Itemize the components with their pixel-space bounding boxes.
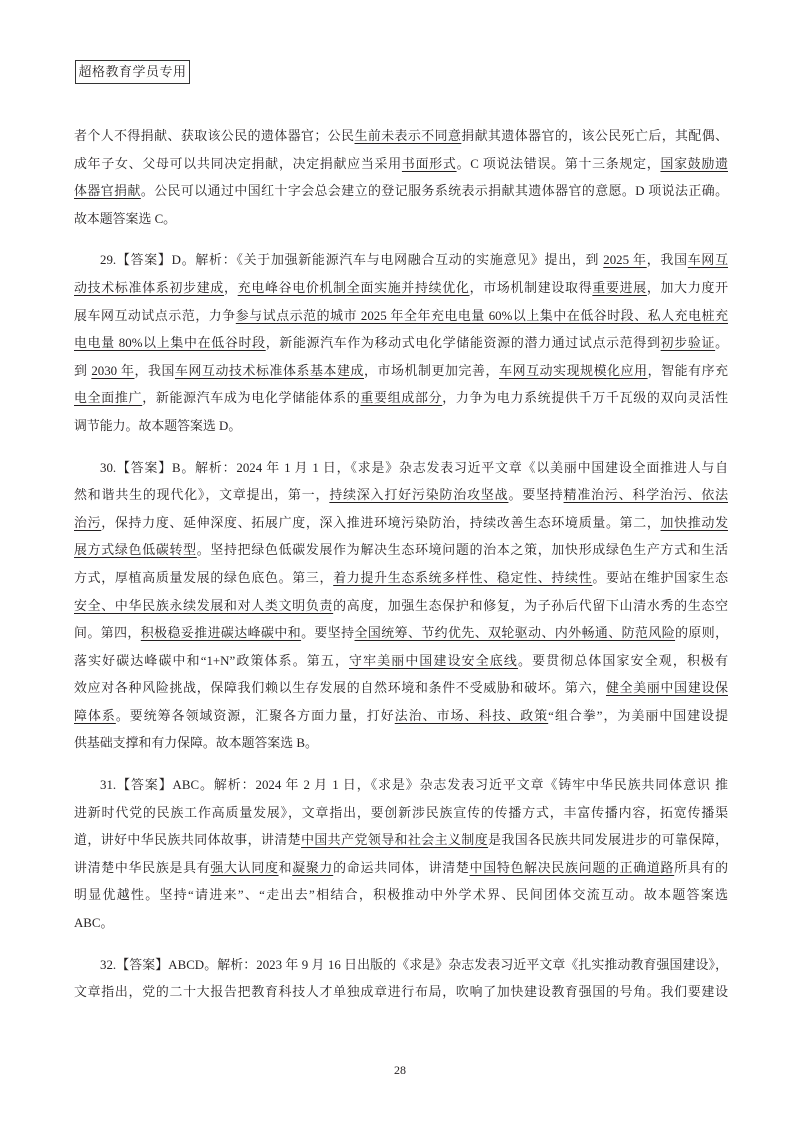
text-line [74, 330, 728, 358]
text-line [74, 413, 728, 441]
underlined-key-phrase: 重要组成部分 [360, 391, 443, 406]
underlined-key-phrase: 着力提升生态系统多样性、稳定性、持续性 [333, 570, 593, 585]
text-segment: 。坚持把绿色低碳发展作为解决生态环境问题的治本之策，加快形成绿色生产方式和生活 [196, 543, 728, 558]
text-segment: 。 [715, 336, 728, 351]
text-segment: ，我国 [134, 363, 175, 378]
text-segment: 。要统筹各领域资源，汇聚各方面力量，打好 [115, 708, 395, 723]
underlined-key-phrase: 车网互动技术标准体系基本建成 [174, 363, 365, 378]
text-line [74, 482, 728, 510]
text-line [74, 675, 728, 703]
text-segment: 供基础支撑和有力保障。故本题答案选 B。 [74, 736, 318, 751]
text-segment: ，智能有序充 [647, 363, 728, 378]
text-segment: 进新时代党的民族工作高质量发展》，文章指出，要创新涉民族宣传的传播方式，丰富传播内容，拓宽传播渠 [74, 805, 728, 820]
text-line [74, 565, 728, 593]
text-segment: 间。第四， [74, 626, 141, 641]
underlined-key-phrase: 生前未表示不同意 [354, 129, 462, 143]
underlined-key-phrase: 健全美丽中国建设保 [605, 681, 728, 696]
text-segment: 调节能力。故本题答案选 D。 [74, 418, 242, 433]
text-segment: ， [224, 280, 238, 295]
underlined-key-phrase: 体器官捐献 [74, 184, 141, 199]
text-segment: 。要坚持 [508, 488, 564, 503]
text-line [74, 620, 728, 648]
text-line [74, 648, 728, 676]
text-segment: ，新能源汽车作为移动式电化学储能资源的潜力通过试点示范得到 [265, 336, 661, 351]
underlined-key-phrase: 参与试点示范的城市 2025 年全年充电电量 60%以上集中在低谷时段、私人充电桩充 [235, 308, 728, 323]
text-segment: 展车网互动试点示范，力争 [74, 308, 236, 323]
text-segment: 故本题答案选 C。 [74, 211, 177, 226]
underlined-key-phrase: 中国特色解决民族问题的正确道路 [469, 860, 675, 875]
underlined-key-phrase: 车网互 [687, 253, 728, 268]
text-segment: 方式，厚植高质量发展的绿色底色。第三， [74, 570, 334, 585]
underlined-key-phrase: 凝聚力 [292, 860, 334, 875]
text-line [74, 593, 728, 621]
text-line [74, 275, 728, 303]
text-segment: 捐献其遗体器官的，该公民死亡后，其配偶、 [461, 129, 728, 143]
text-line [74, 247, 728, 275]
text-segment: ABC。 [74, 916, 114, 931]
text-segment: 者个人不得捐献、获取该公民的遗体器官；公民 [74, 129, 355, 143]
text-segment: 29.【答案】D。解析：《关于加强新能源汽车与电网融合互动的实施意见》提出，到 [100, 253, 604, 268]
underlined-key-phrase: 中国共产党领导和社会主义制度 [301, 833, 489, 848]
underlined-key-phrase: 全国统筹、节约优先、双轮驱动、内外畅通、防范风险 [354, 626, 676, 641]
underlined-key-phrase: 电电量 80%以上集中在低谷时段 [74, 336, 266, 351]
text-line [74, 358, 728, 386]
underlined-key-phrase: 电全面推广 [74, 391, 143, 406]
text-segment: “组合拳”，为美丽中国建设提 [548, 708, 728, 723]
text-line [74, 537, 728, 565]
text-segment: 道，讲好中华民族共同体故事，讲清楚 [74, 833, 302, 848]
answer-paragraph [74, 952, 728, 1007]
text-segment: ，加大力度开 [646, 280, 728, 295]
watermark-header-label: 超格教育学员专用 [75, 60, 190, 84]
text-line [74, 772, 728, 800]
underlined-key-phrase: 初步验证 [660, 336, 716, 351]
text-line [74, 827, 728, 855]
underlined-key-phrase: 持续深入打好污染防治攻坚战 [329, 488, 509, 503]
text-line [74, 703, 728, 731]
text-line [74, 303, 728, 331]
text-line [74, 910, 728, 938]
text-line [74, 151, 728, 179]
underlined-key-phrase: 国家鼓励遗 [660, 156, 728, 171]
text-line [74, 385, 728, 413]
text-segment: 讲清楚中华民族是具有 [74, 860, 211, 875]
text-segment: 的原则， [675, 626, 728, 641]
text-segment: 成年子女、父母可以共同决定捐献，决定捐献应当采用 [74, 156, 402, 171]
text-segment: 30.【答案】B。解析：2024 年 1 月 1 日，《求是》杂志发表习近平文章《以美丽中国建设全面推进人与自 [100, 460, 728, 475]
text-line [74, 979, 728, 1007]
underlined-key-phrase: 加快推动发 [660, 515, 728, 530]
text-segment: 然和谐共生的现代化》，文章提出，第一， [74, 488, 330, 503]
underlined-key-phrase: 障体系 [74, 708, 116, 723]
text-line [74, 123, 728, 151]
answer-paragraph [74, 455, 728, 759]
underlined-key-phrase: 重要进展 [592, 280, 647, 295]
text-segment: 明显优越性。坚持“请进来”、“走出去”相结合，积极推动中外学术界、民间团体交流互动。故本题答案选 [74, 888, 728, 903]
underlined-key-phrase: 书面形式 [401, 156, 457, 171]
underlined-key-phrase: 展方式绿色低碳转型 [74, 543, 197, 558]
text-segment: 效应对各种风险挑战，保障我们赖以生存发展的自然环境和条件不受威胁和破坏。第六， [74, 681, 606, 696]
text-segment: 。要贯彻总体国家安全观，积极有 [518, 653, 728, 668]
text-line [74, 855, 728, 883]
underlined-key-phrase: 2030 年 [91, 363, 135, 378]
text-line [74, 952, 728, 980]
text-segment: 和 [278, 860, 293, 875]
answer-explanations-body [74, 123, 728, 1021]
answer-paragraph [74, 772, 728, 938]
text-segment: ，市场机制更加完善， [364, 363, 500, 378]
text-line [74, 882, 728, 910]
underlined-key-phrase: 守牢美丽中国建设安全底线 [349, 653, 518, 668]
text-segment: 所具有的 [674, 860, 728, 875]
text-segment: 是我国各民族共同发展进步的可靠保障， [488, 833, 728, 848]
text-segment: ，我国 [646, 253, 688, 268]
text-line [74, 730, 728, 758]
text-line [74, 800, 728, 828]
underlined-key-phrase: 积极稳妥推进碳达峰碳中和 [140, 626, 302, 641]
text-segment: 。要坚持 [301, 626, 355, 641]
text-line [74, 206, 728, 234]
underlined-key-phrase: 精准治污、科学治污、依法 [563, 488, 728, 503]
text-segment: 。公民可以通过中国红十字会总会建立的登记服务系统表示捐献其遗体器官的意愿。D 项说法正确。 [140, 184, 728, 199]
text-segment: 到 [74, 363, 92, 378]
underlined-key-phrase: 2025 年 [603, 253, 647, 268]
answer-paragraph [74, 247, 728, 440]
answer-paragraph [74, 123, 728, 233]
text-line [74, 510, 728, 538]
underlined-key-phrase: 强大认同度 [210, 860, 279, 875]
text-segment: ，力争为电力系统提供千万千瓦级的双向灵活性 [442, 391, 728, 406]
text-segment: ，新能源汽车成为电化学储能体系的 [142, 391, 361, 406]
text-segment: 的命运共同体，讲清楚 [333, 860, 470, 875]
text-segment: ，市场机制建设取得 [469, 280, 593, 295]
underlined-key-phrase: 充电峰谷电价机制全面实施并持续优化 [237, 280, 470, 295]
underlined-key-phrase: 动技术标准体系初步建成 [74, 280, 225, 295]
text-line [74, 455, 728, 483]
underlined-key-phrase: 法治、市场、科技、政策 [394, 708, 549, 723]
text-segment: 文章指出，党的二十大报告把教育科技人才单独成章进行布局，吹响了加快建设教育强国的号角。我们要建设 [74, 985, 728, 1000]
text-segment: 32.【答案】ABCD。解析：2023 年 9 月 16 日出版的《求是》杂志发表习近平文章《扎实推动教育强国建设》， [100, 957, 728, 972]
text-segment: 的高度，加强生态保护和修复，为子孙后代留下山清水秀的生态空 [333, 598, 728, 613]
text-segment: 。C 项说法错误。第十三条规定， [456, 156, 661, 171]
page-number: 28 [394, 1063, 406, 1077]
text-segment: 。要站在维护国家生态 [592, 570, 728, 585]
text-line [74, 178, 728, 206]
text-segment: ，保持力度、延伸深度、拓展广度，深入推进环境污染防治，持续改善生态环境质量。第二， [101, 515, 661, 530]
text-segment: 落实好碳达峰碳中和“1+N”政策体系。第五， [74, 653, 350, 668]
underlined-key-phrase: 治污 [74, 515, 102, 530]
underlined-key-phrase: 车网互动实现规模化应用 [499, 363, 648, 378]
underlined-key-phrase: 安全、中华民族永续发展和对人类文明负责 [74, 598, 334, 613]
text-segment: 31.【答案】ABC。解析：2024 年 2 月 1 日，《求是》杂志发表习近平文章《铸牢中华民族共同体意识 推 [100, 778, 728, 793]
